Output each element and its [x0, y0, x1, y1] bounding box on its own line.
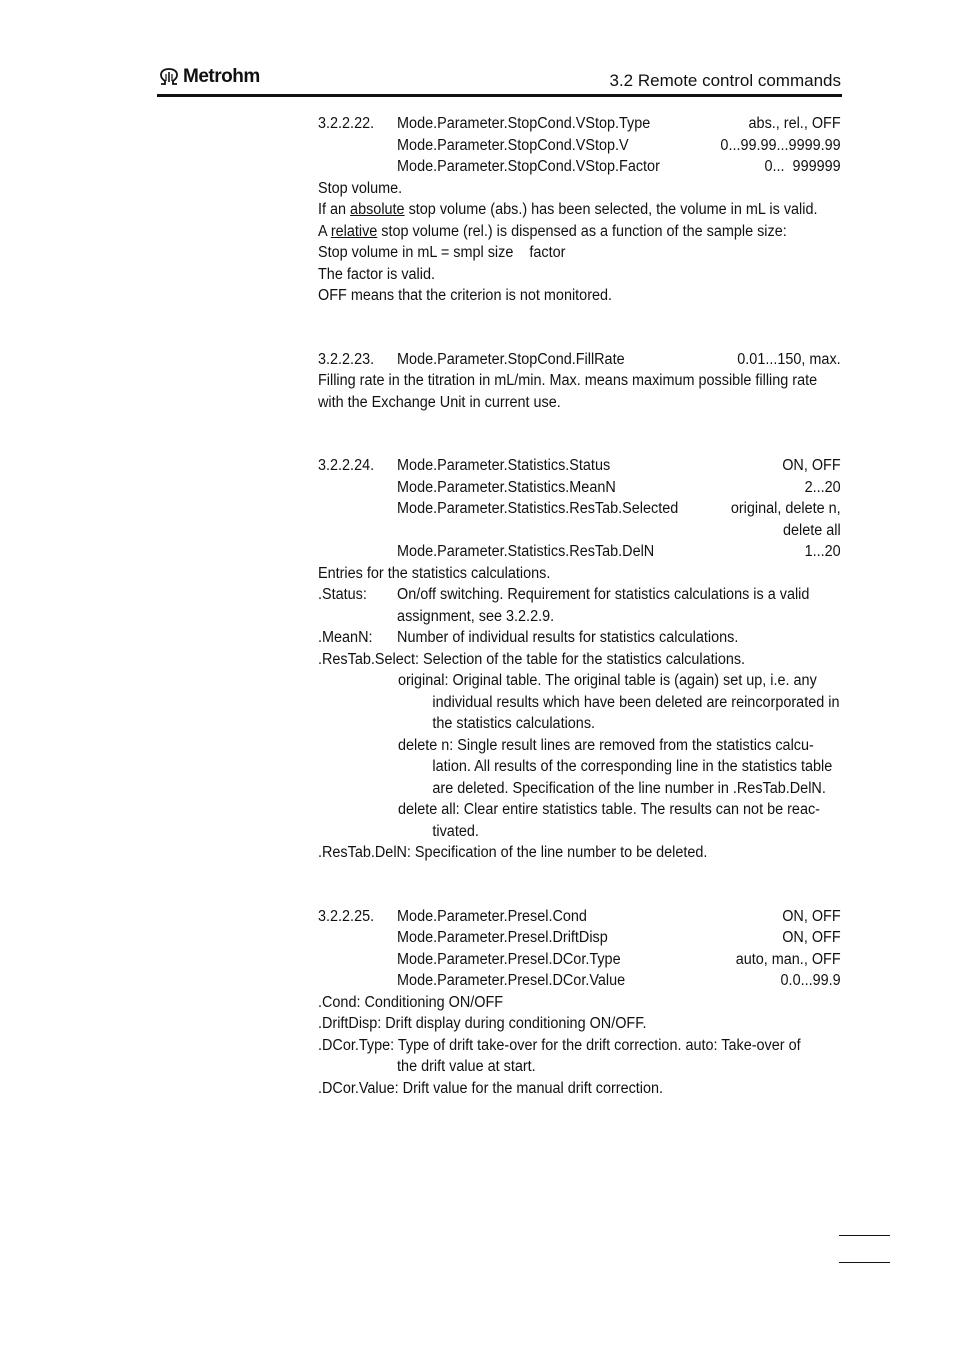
metrohm-omega-icon	[158, 68, 180, 86]
page-content	[318, 113, 841, 1141]
description-line: If an absolute stop volume (abs.) has been selected, the volume in mL is valid.	[318, 201, 818, 218]
param-name: Mode.Parameter.StopCond.VStop.Type	[397, 115, 651, 132]
page-edge-mark	[839, 1235, 890, 1236]
description-line: OFF means that the criterion is not monitored.	[318, 287, 613, 304]
param-name: Mode.Parameter.StopCond.VStop.V	[397, 136, 629, 154]
param-row	[318, 135, 841, 157]
param-row	[318, 927, 841, 949]
description-line: A relative stop volume (rel.) is dispensed as a function of the sample size:	[318, 222, 787, 240]
param-row	[318, 520, 841, 542]
description-line: Entries for the statistics calculations.	[318, 564, 551, 582]
status-entry	[318, 584, 841, 627]
entry-label: .MeanN:	[318, 629, 373, 646]
param-range: ON, OFF	[782, 929, 841, 946]
param-name: Mode.Parameter.Statistics.ResTab.Selected	[397, 500, 679, 517]
description-line: .DriftDisp: Drift display during conditioning ON/OFF.	[318, 1015, 647, 1032]
param-range: ON, OFF	[782, 457, 841, 474]
param-name: Mode.Parameter.Presel.DriftDisp	[397, 929, 608, 946]
param-range: abs., rel., OFF	[748, 115, 841, 132]
brand-name: Metrohm	[183, 66, 260, 87]
header-rule	[157, 94, 842, 97]
param-range: 0.01...150, max.	[737, 350, 841, 368]
section-number: 3.2.2.23.	[318, 350, 375, 368]
param-row	[318, 906, 841, 928]
brand-logo	[158, 66, 260, 88]
option-delete-all: delete all: Clear entire statistics table. The results can not be reac-tivated.	[397, 801, 820, 840]
param-name: Mode.Parameter.StopCond.VStop.Factor	[397, 158, 660, 175]
param-range: 0... 999999	[764, 158, 841, 175]
param-range: 1...20	[804, 543, 841, 560]
param-range: 0...99.99...9999.99	[720, 136, 841, 154]
description-line: The factor is valid.	[318, 265, 435, 283]
section-number: 3.2.2.22.	[318, 115, 375, 132]
description-line: .Cond: Conditioning ON/OFF	[318, 993, 504, 1011]
meann-entry	[318, 627, 841, 649]
section-number: 3.2.2.24.	[318, 457, 375, 474]
section-3-2-2-22	[318, 113, 841, 307]
description-line: .ResTab.Select: Selection of the table for the statistics calculations.	[318, 650, 746, 668]
entry-text: On/off switching. Requirement for statistics calculations is a valid assignment, see 3.2.2.9.	[397, 586, 810, 625]
param-name	[397, 520, 783, 542]
option-original: original: Original table. The original table is (again) set up, i.e. any individual results which have been deleted are reincorporated in the statistics calculations.	[397, 672, 840, 732]
entry-text: Number of individual results for statistics calculations.	[397, 629, 739, 646]
param-name: Mode.Parameter.Statistics.Status	[397, 457, 611, 474]
param-row	[318, 949, 841, 971]
description-line: Stop volume.	[318, 179, 403, 197]
param-row	[318, 156, 841, 178]
param-name: Mode.Parameter.Presel.DCor.Type	[397, 950, 621, 968]
page-edge-mark	[839, 1262, 890, 1263]
description-line: .DCor.Value: Drift value for the manual drift correction.	[318, 1079, 664, 1097]
param-row	[318, 477, 841, 499]
param-range: ON, OFF	[782, 907, 841, 925]
description-line: the drift value at start.	[397, 1058, 536, 1075]
param-range: 0.0...99.9	[780, 972, 841, 989]
description-line: .ResTab.DelN: Specification of the line number to be deleted.	[318, 844, 708, 861]
param-row	[318, 541, 841, 563]
section-title: 3.2 Remote control commands	[609, 71, 841, 90]
param-row	[318, 455, 841, 477]
param-row	[318, 970, 841, 992]
param-range: original, delete n,	[730, 500, 841, 517]
param-range: delete all	[782, 521, 841, 539]
section-3-2-2-23	[318, 349, 841, 414]
option-delete-n: delete n: Single result lines are removed from the statistics calcu-lation. All results of the corresponding line in the statistics table are deleted. Specification of the line number in .ResTab.DelN.	[397, 736, 833, 797]
param-range: 2...20	[804, 478, 841, 496]
param-name: Mode.Parameter.Presel.DCor.Value	[397, 972, 626, 989]
param-name: Mode.Parameter.Statistics.MeanN	[397, 478, 616, 496]
param-name: Mode.Parameter.Presel.Cond	[397, 907, 587, 925]
formula-line: Stop volume in mL = smpl size factor	[318, 244, 566, 261]
section-number: 3.2.2.25.	[318, 907, 375, 925]
underlined-term: absolute	[350, 201, 405, 218]
section-3-2-2-24	[318, 455, 841, 864]
param-name: Mode.Parameter.StopCond.FillRate	[397, 350, 625, 368]
param-row	[318, 349, 841, 371]
section-3-2-2-25	[318, 906, 841, 1100]
entry-label: .Status:	[318, 586, 367, 603]
param-name: Mode.Parameter.Statistics.ResTab.DelN	[397, 543, 655, 560]
description-line: .DCor.Type: Type of drift take-over for the drift correction. auto: Take-over of	[318, 1036, 801, 1054]
description-line: Filling rate in the titration in mL/min. Max. means maximum possible filling rate with the Exchange Unit in current use.	[318, 372, 818, 411]
param-range: auto, man., OFF	[735, 950, 841, 968]
param-row	[318, 498, 841, 520]
param-row	[318, 113, 841, 135]
underlined-term: relative	[330, 222, 378, 240]
